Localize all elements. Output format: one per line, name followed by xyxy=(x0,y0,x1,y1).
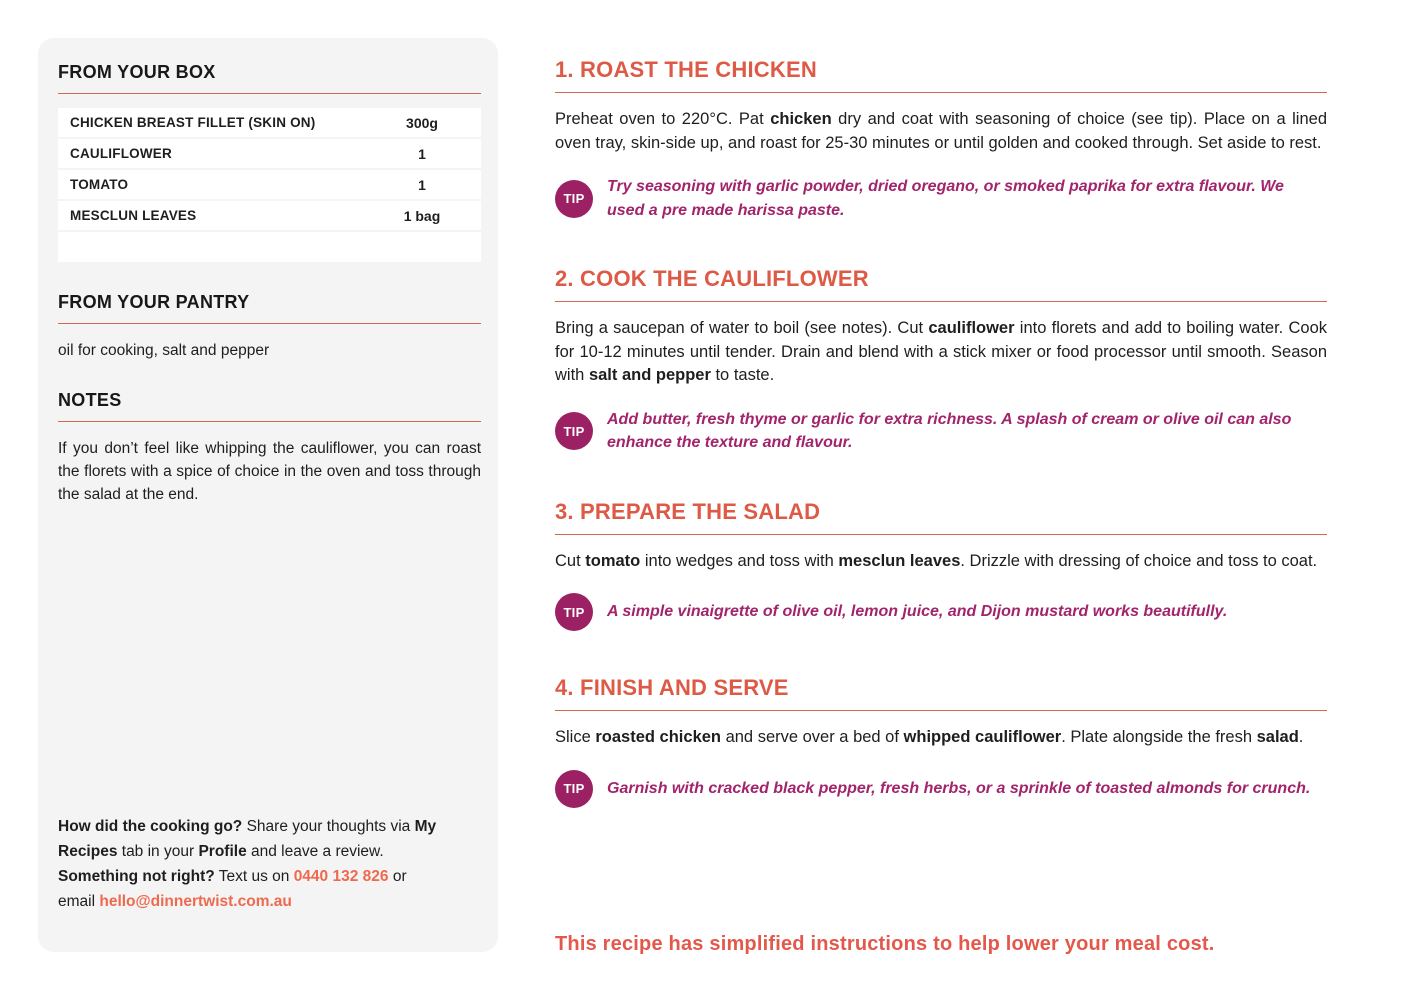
step-body: Preheat oven to 220°C. Pat chicken dry and coat with seasoning of choice (see tip). Place on a lined oven tray, skin-side up, and roast for 25-30 minutes or until golden and cooked through. Set aside to rest. xyxy=(555,110,1327,152)
step-title: 2. COOK THE CAULIFLOWER xyxy=(555,266,1327,302)
recipe-step xyxy=(555,499,1327,632)
step-tip xyxy=(555,770,1327,808)
meal-cost-note: This recipe has simplified instructions to help lower your meal cost. xyxy=(555,933,1215,955)
recipe-step xyxy=(555,675,1327,808)
instructions-column xyxy=(555,0,1327,992)
ingredient-qty: 1 xyxy=(418,145,426,162)
step-body: Slice roasted chicken and serve over a bed of whipped cauliflower. Plate alongside the fresh salad. xyxy=(555,728,1304,746)
tip-text: Garnish with cracked black pepper, fresh herbs, or a sprinkle of toasted almonds for crunch. xyxy=(607,779,1311,797)
step-tip xyxy=(555,175,1327,222)
step-title: 4. FINISH AND SERVE xyxy=(555,675,1327,711)
notes-title: NOTES xyxy=(58,390,481,422)
tip-badge-icon: TIP xyxy=(555,770,593,808)
ingredients-table xyxy=(58,108,481,262)
tip-text: A simple vinaigrette of olive oil, lemon juice, and Dijon mustard works beautifully. xyxy=(607,603,1228,621)
email-link[interactable]: hello@dinnertwist.com.au xyxy=(99,893,292,910)
sidebar xyxy=(38,38,498,952)
pantry-title: FROM YOUR PANTRY xyxy=(58,292,481,324)
step-body: Cut tomato into wedges and toss with mesclun leaves. Drizzle with dressing of choice and toss to coat. xyxy=(555,551,1318,570)
steps-list xyxy=(555,57,1327,852)
table-row xyxy=(58,170,481,201)
tip-text: Try seasoning with garlic powder, dried oregano, or smoked paprika for extra flavour. We used a pre made harissa paste. xyxy=(607,178,1284,219)
ingredient-name: TOMATO xyxy=(70,177,129,192)
notes-text: If you don’t feel like whipping the cauliflower, you can roast the florets with a spice of choice in the oven and toss through the salad at the end. xyxy=(58,440,481,503)
tip-badge-icon: TIP xyxy=(555,180,593,218)
box-title: FROM YOUR BOX xyxy=(58,62,481,94)
phone-link[interactable]: 0440 132 826 xyxy=(293,868,389,885)
tip-text: Add butter, fresh thyme or garlic for extra richness. A splash of cream or olive oil can also enhance the texture and flavour. xyxy=(607,410,1292,451)
box-section xyxy=(58,62,481,262)
table-row xyxy=(58,139,481,170)
ingredient-name: MESCLUN LEAVES xyxy=(70,208,197,223)
pantry-text: oil for cooking, salt and pepper xyxy=(58,342,270,359)
sidebar-footer-text: How did the cooking go? Share your thoughts via My Recipes tab in your Profile and leave a review. Something not right? Text us on 0440 132 826 or email hello@dinnertwist.com.au xyxy=(58,818,437,910)
step-tip xyxy=(555,408,1327,455)
notes-section xyxy=(58,390,481,506)
step-body: Bring a saucepan of water to boil (see notes). Cut cauliflower into florets and add to boiling water. Cook for 10-12 minutes until tender. Drain and blend with a stick mixer or food processor until smooth. Season with salt and pepper to taste. xyxy=(555,319,1327,384)
step-title: 3. PREPARE THE SALAD xyxy=(555,499,1327,535)
tip-badge-icon: TIP xyxy=(555,593,593,631)
ingredient-name: CHICKEN BREAST FILLET (SKIN ON) xyxy=(70,115,316,130)
ingredient-qty: 1 xyxy=(418,176,426,193)
ingredient-qty: 1 bag xyxy=(403,207,441,224)
table-row xyxy=(58,201,481,232)
recipe-step xyxy=(555,266,1327,455)
ingredient-qty: 300g xyxy=(406,114,438,131)
tip-badge-icon: TIP xyxy=(555,412,593,450)
ingredient-name: CAULIFLOWER xyxy=(70,146,172,161)
table-row xyxy=(58,108,481,139)
step-tip xyxy=(555,593,1327,631)
pantry-section xyxy=(58,292,481,362)
step-title: 1. ROAST THE CHICKEN xyxy=(555,57,1327,93)
recipe-step xyxy=(555,57,1327,222)
